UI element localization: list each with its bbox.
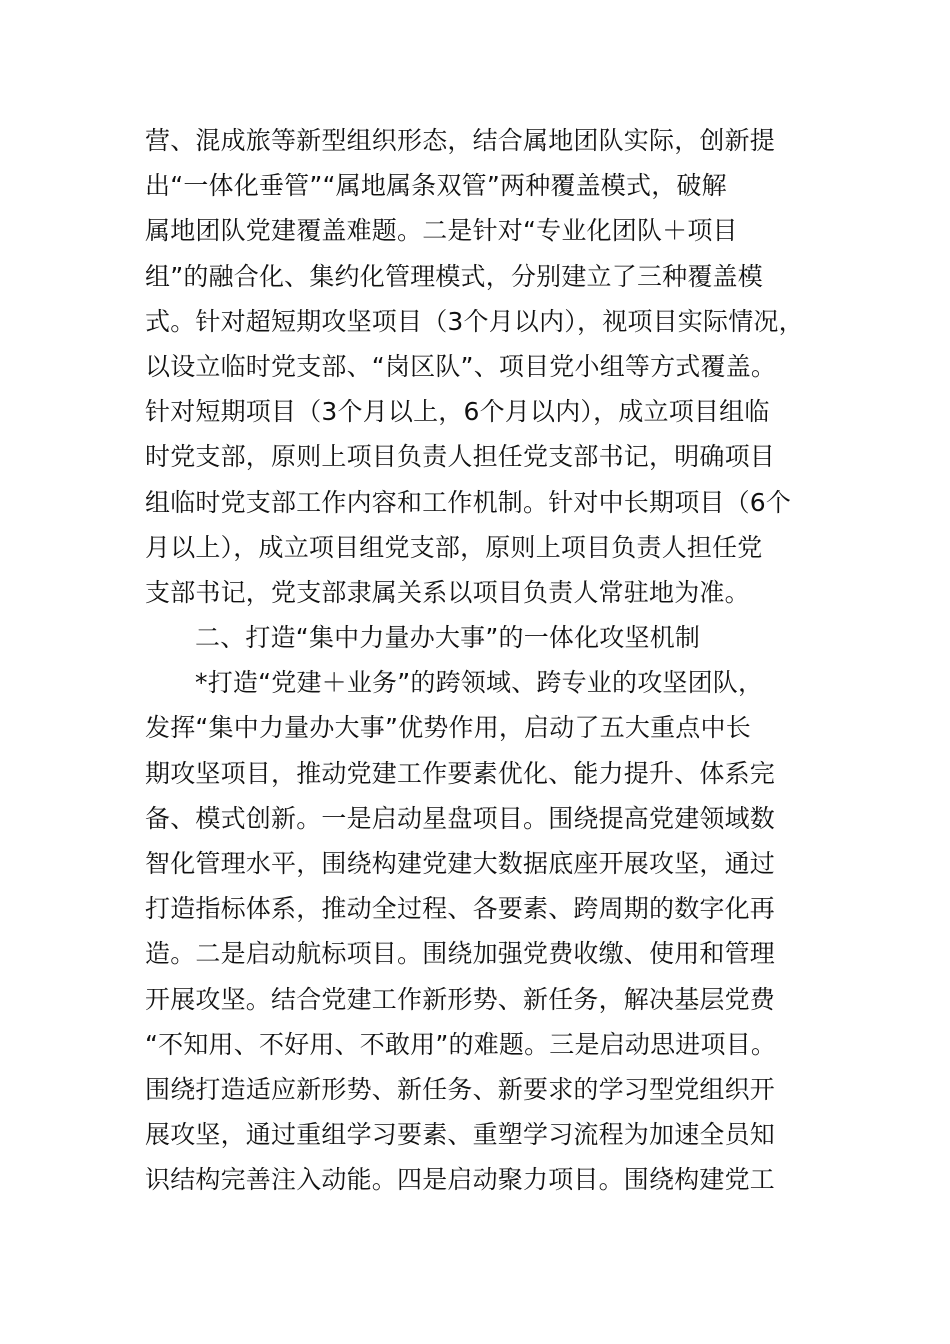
- text-line: 备、模式创新。一是启动星盘项目。围绕提高党建领域数: [145, 803, 776, 833]
- text-line: 月以上），成立项目组党支部，原则上项目负责人担任党: [145, 532, 763, 562]
- text-line: 打造指标体系，推动全过程、各要素、跨周期的数字化再: [145, 894, 776, 924]
- body-text: [145, 118, 845, 1203]
- text-line: 针对短期项目（3个月以上，6个月以内），成立项目组临: [145, 397, 770, 427]
- text-line: 式。针对超短期攻坚项目（3个月以内），视项目实际情况，: [145, 306, 804, 336]
- text-line: “不知用、不好用、不敢用”的难题。三是启动思进项目。: [145, 1029, 777, 1059]
- text-line: 展攻坚，通过重组学习要素、重塑学习流程为加速全员知: [145, 1120, 776, 1150]
- text-line: 支部书记，党支部隶属关系以项目负责人常驻地为准。: [145, 577, 750, 607]
- text-line: 识结构完善注入动能。四是启动聚力项目。围绕构建党工: [145, 1165, 776, 1195]
- text-line: 组临时党支部工作内容和工作机制。针对中长期项目（6个: [145, 487, 792, 517]
- text-line: 出“一体化垂管”“属地属条双管”两种覆盖模式，破解: [145, 171, 727, 201]
- paragraph-first-line: *打造“党建＋业务”的跨领域、跨专业的攻坚团队，: [195, 668, 764, 698]
- text-line: 开展攻坚。结合党建工作新形势、新任务，解决基层党费: [145, 984, 776, 1014]
- text-line: 围绕打造适应新形势、新任务、新要求的学习型党组织开: [145, 1074, 776, 1104]
- text-line: 造。二是启动航标项目。围绕加强党费收缴、使用和管理: [145, 939, 776, 969]
- text-line: 营、混成旅等新型组织形态，结合属地团队实际，创新提: [145, 126, 776, 155]
- text-line: 发挥“集中力量办大事”优势作用，启动了五大重点中长: [145, 713, 751, 743]
- section-heading: 二、打造“集中力量办大事”的一体化攻坚机制: [195, 623, 701, 653]
- text-line: 智化管理水平，围绕构建党建大数据底座开展攻坚，通过: [145, 849, 776, 878]
- text-line: 以设立临时党支部、“岗区队”、项目党小组等方式覆盖。: [145, 351, 777, 381]
- text-line: 属地团队党建覆盖难题。二是针对“专业化团队＋项目: [145, 216, 738, 246]
- text-line: 组”的融合化、集约化管理模式，分别建立了三种覆盖模: [145, 261, 763, 291]
- text-line: 时党支部，原则上项目负责人担任党支部书记，明确项目: [145, 442, 776, 472]
- text-line: 期攻坚项目，推动党建工作要素优化、能力提升、体系完: [145, 758, 776, 788]
